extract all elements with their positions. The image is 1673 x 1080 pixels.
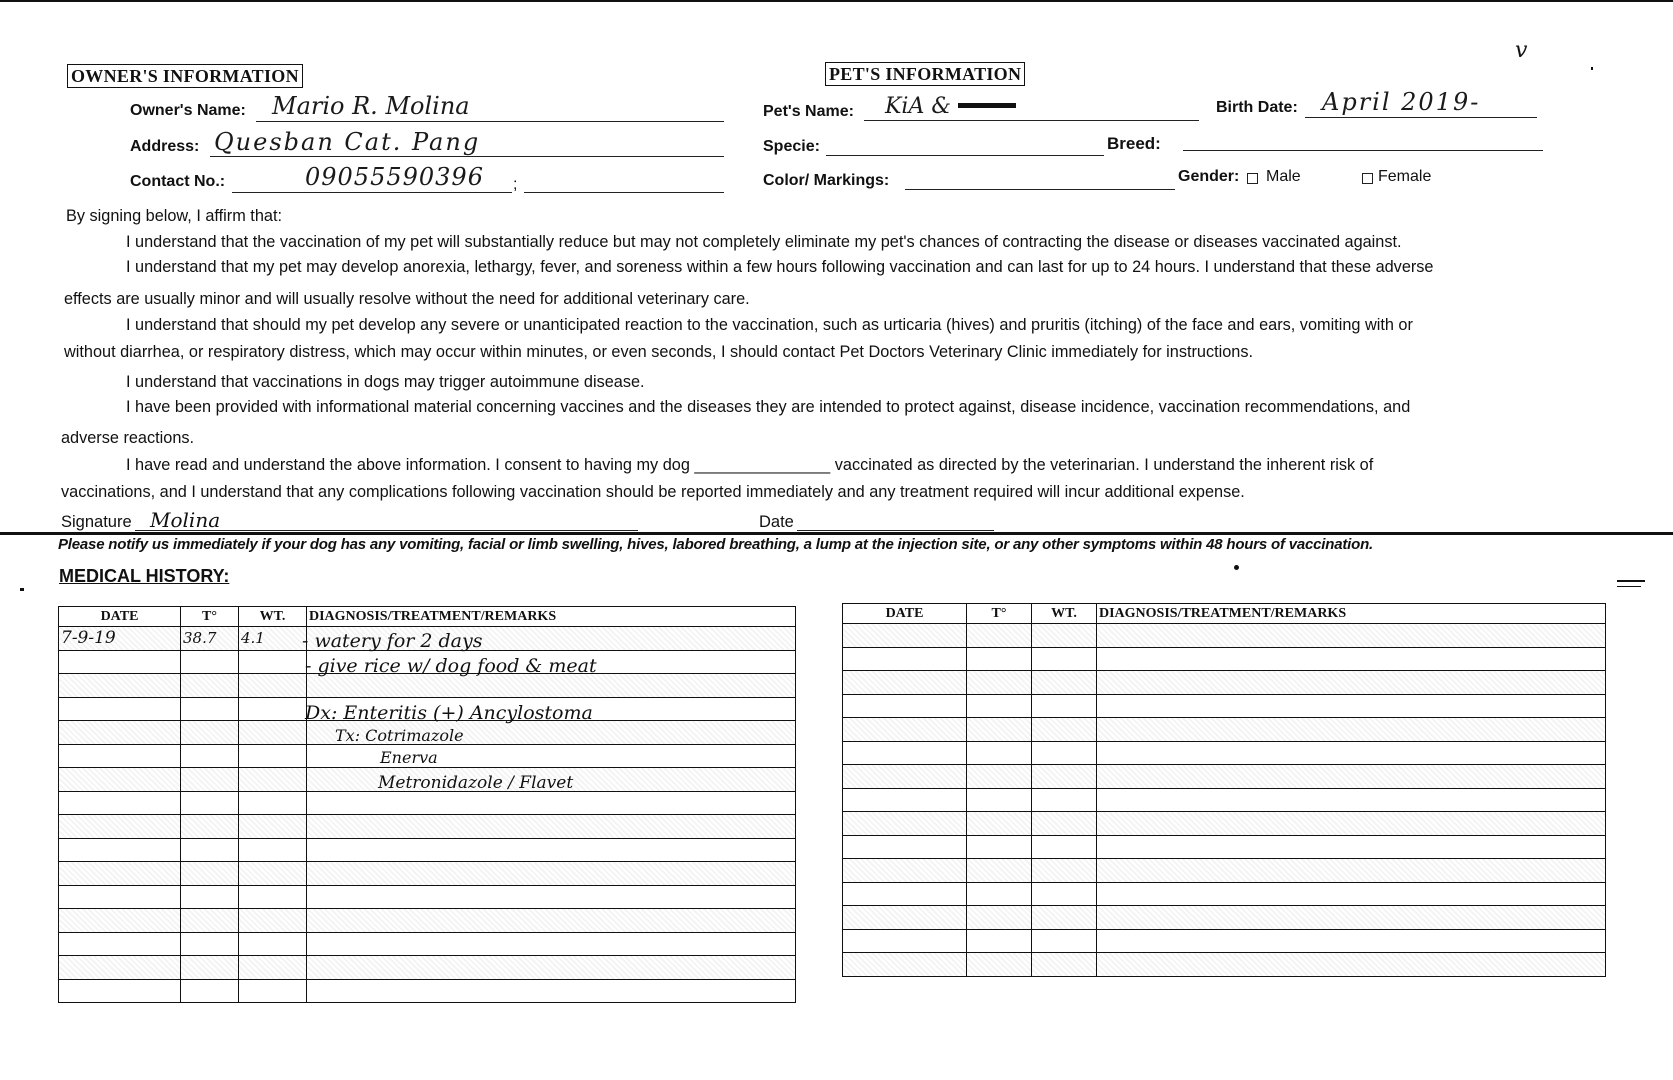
check-mark: v <box>1515 38 1528 63</box>
table-row[interactable] <box>59 932 796 956</box>
affirm-line-9: I have read and understand the above information. I consent to having my dog _______________ vaccinated as directed by the veterinarian. I understand the inherent risk of <box>126 456 1374 474</box>
medical-history-table-right <box>842 603 1606 977</box>
affirm-line-2: I understand that my pet may develop anorexia, lethargy, fever, and soreness within a few hours following vaccination and can last for up to 24 hours. I understand that these adverse <box>126 258 1434 276</box>
remark-line-3: Dx: Enteritis (+) Ancylostoma <box>305 702 593 724</box>
table-row[interactable] <box>843 671 1606 695</box>
signature-value[interactable]: Molina <box>150 508 221 532</box>
affirm-line-3: effects are usually minor and will usually resolve without the need for additional veterinary care. <box>64 290 750 308</box>
affirm-intro: By signing below, I affirm that: <box>66 207 282 225</box>
address-label: Address: <box>130 138 200 155</box>
birth-date-line <box>1305 117 1537 118</box>
contact-line-1 <box>232 192 512 193</box>
table-row[interactable] <box>843 694 1606 718</box>
scan-speck <box>20 588 24 591</box>
contact-value[interactable]: 09055590396 <box>305 163 484 191</box>
owner-section-heading: OWNER'S INFORMATION <box>67 64 303 88</box>
table-row[interactable] <box>843 929 1606 953</box>
table-row[interactable] <box>59 674 796 698</box>
table-row[interactable] <box>843 906 1606 930</box>
table-row[interactable] <box>843 765 1606 789</box>
table-row[interactable] <box>59 885 796 909</box>
notice-divider <box>0 532 1673 535</box>
owner-name-value[interactable]: Mario R. Molina <box>272 92 470 120</box>
col-temp: T° <box>181 607 239 627</box>
scribble-strike <box>958 103 1016 108</box>
female-label: Female <box>1378 168 1432 185</box>
address-line <box>210 156 724 157</box>
contact-separator: ; <box>513 176 518 193</box>
table-row[interactable] <box>843 647 1606 671</box>
affirm-line-6: I understand that vaccinations in dogs may trigger autoimmune disease. <box>126 373 645 391</box>
entry-date[interactable]: 7-9-19 <box>59 627 181 651</box>
table-row[interactable] <box>843 953 1606 977</box>
remark-line-2: - give rice w/ dog food & meat <box>305 655 597 677</box>
breed-line <box>1183 150 1543 151</box>
affirm-line-5: without diarrhea, or respiratory distress, which may occur within minutes, or even seconds, I should contact Pet Doctors Veterinary Clinic immediately for instructions. <box>64 343 1254 361</box>
table-row[interactable] <box>843 882 1606 906</box>
scan-speck <box>1591 67 1593 70</box>
table-row[interactable] <box>843 624 1606 648</box>
col-temp: T° <box>967 604 1032 624</box>
remark-line-5: Enerva <box>380 748 438 767</box>
affirm-line-7: I have been provided with informational material concerning vaccines and the diseases they are intended to protect against, disease incidence, vaccination recommendations, and <box>126 398 1411 416</box>
col-weight: WT. <box>1032 604 1097 624</box>
color-markings-line <box>905 189 1175 190</box>
pet-name-label: Pet's Name: <box>763 103 854 120</box>
col-date: DATE <box>843 604 967 624</box>
birth-date-label: Birth Date: <box>1216 99 1298 116</box>
scan-speck <box>1234 565 1239 570</box>
col-remarks: DIAGNOSIS/TREATMENT/REMARKS <box>307 607 796 627</box>
remark-line-6: Metronidazole / Flavet <box>378 773 574 793</box>
notice-text: Please notify us immediately if your dog has any vomiting, facial or limb swelling, hives, labored breathing, a lump at the injection site, or any other symptoms within 48 hours of vaccination. <box>58 536 1374 553</box>
specie-line <box>826 155 1104 156</box>
top-border <box>0 0 1673 2</box>
pet-name-value[interactable]: KiA & <box>885 94 951 119</box>
contact-line-2 <box>524 192 724 193</box>
table-row[interactable] <box>843 835 1606 859</box>
entry-weight[interactable]: 4.1 <box>239 627 307 651</box>
remark-line-1: - watery for 2 days <box>302 630 483 652</box>
breed-label: Breed: <box>1107 134 1161 153</box>
affirm-line-10: vaccinations, and I understand that any complications following vaccination should be reported immediately and any treatment required will incur additional expense. <box>61 483 1245 501</box>
pet-section-heading: PET'S INFORMATION <box>825 62 1025 86</box>
affirm-line-8: adverse reactions. <box>61 429 195 447</box>
date-line <box>797 530 994 531</box>
col-date: DATE <box>59 607 181 627</box>
specie-label: Specie: <box>763 138 820 155</box>
table-row[interactable] <box>843 718 1606 742</box>
gender-label: Gender: <box>1178 168 1240 185</box>
birth-date-value[interactable]: April 2019- <box>1322 88 1481 116</box>
table-header-row <box>843 604 1606 624</box>
table-header-row <box>59 607 796 627</box>
female-checkbox[interactable] <box>1362 173 1373 184</box>
date-label: Date <box>759 513 794 531</box>
scan-speck <box>1617 580 1645 582</box>
address-value[interactable]: Quesban Cat. Pang <box>214 128 481 156</box>
table-row[interactable] <box>59 956 796 980</box>
affirm-line-1: I understand that the vaccination of my pet will substantially reduce but may not completely eliminate my pet's chances of contracting the disease or diseases vaccinated against. <box>126 233 1402 251</box>
table-row[interactable] <box>59 979 796 1003</box>
color-markings-label: Color/ Markings: <box>763 172 890 189</box>
male-label: Male <box>1266 168 1301 185</box>
male-checkbox[interactable] <box>1247 173 1258 184</box>
table-row[interactable] <box>843 788 1606 812</box>
remark-line-4: Tx: Cotrimazole <box>335 726 464 745</box>
table-row[interactable] <box>59 862 796 886</box>
scan-speck <box>1617 586 1641 587</box>
table-row[interactable] <box>59 909 796 933</box>
entry-temp[interactable]: 38.7 <box>181 627 239 651</box>
pet-name-line <box>864 120 1199 121</box>
table-row[interactable] <box>59 815 796 839</box>
medical-history-heading: MEDICAL HISTORY: <box>59 566 230 586</box>
col-remarks: DIAGNOSIS/TREATMENT/REMARKS <box>1097 604 1606 624</box>
affirm-line-4: I understand that should my pet develop any severe or unanticipated reaction to the vaccination, such as urticaria (hives) and pruritis (itching) of the face and ears, vomiting with or <box>126 316 1413 334</box>
table-row[interactable] <box>843 859 1606 883</box>
table-row[interactable] <box>59 838 796 862</box>
table-row[interactable] <box>59 791 796 815</box>
contact-label: Contact No.: <box>130 173 226 190</box>
col-weight: WT. <box>239 607 307 627</box>
owner-name-label: Owner's Name: <box>130 102 246 119</box>
signature-label: Signature <box>61 513 132 531</box>
table-row[interactable] <box>843 741 1606 765</box>
owner-name-line <box>256 121 724 122</box>
table-row[interactable] <box>843 812 1606 836</box>
